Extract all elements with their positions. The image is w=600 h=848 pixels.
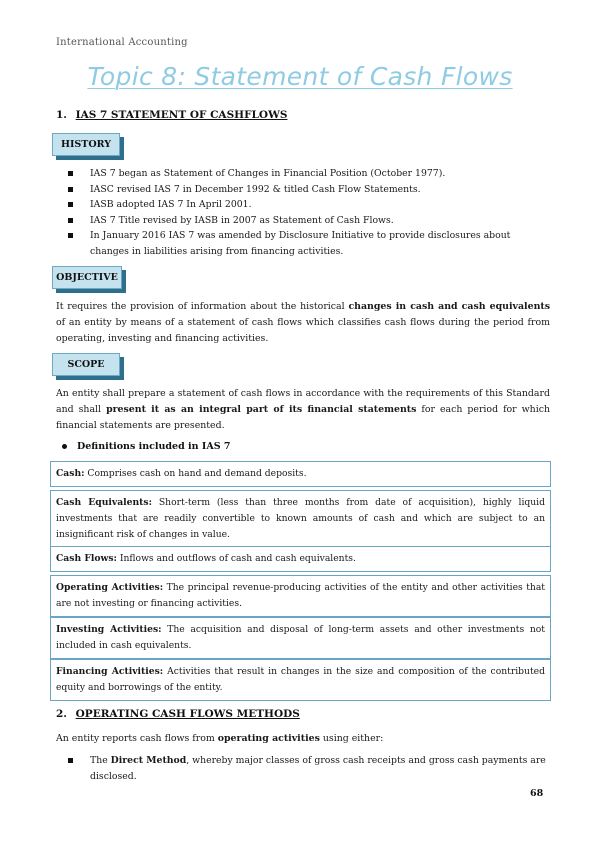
definition-box-investing-activities: Investing Activities: The acquisition and disposal of long-term assets and other investments not included in cash equivalents. <box>50 617 551 659</box>
history-tag: HISTORY <box>52 133 120 156</box>
section-number: 1. <box>56 109 67 121</box>
scope-paragraph: An entity shall prepare a statement of cash flows in accordance with the requirements of this Standard and shall present it as an integral part of its financial statements for each period for which financial statements are presented. <box>56 388 551 431</box>
list-item: In January 2016 IAS 7 was amended by Disclosure Initiative to provide disclosures about changes in liabilities arising from financing activities. <box>58 228 548 259</box>
definition-box-cash-equivalents: Cash Equivalents: Short-term (less than three months from date of acquisition), highly liquid investments that are readily convertible to known amounts of cash and which are subject to an insignificant risk of changes in value. <box>50 490 551 548</box>
list-item: The Direct Method, whereby major classes of gross cash receipts and gross cash payments are disclosed. <box>58 753 548 784</box>
section2-intro: An entity reports cash flows from operating activities using either: <box>56 733 384 744</box>
list-item: IAS 7 Title revised by IASB in 2007 as Statement of Cash Flows. <box>58 213 548 229</box>
definitions-title: Definitions included in IAS 7 <box>58 441 230 452</box>
square-bullet-icon <box>68 202 73 207</box>
round-bullet-icon <box>62 444 67 449</box>
list-item: IASC revised IAS 7 in December 1992 & titled Cash Flow Statements. <box>58 182 548 198</box>
methods-list <box>58 753 548 784</box>
definition-box-operating-activities: Operating Activities: The principal revenue-producing activities of the entity and other activities that are not investing or financing activities. <box>50 575 551 617</box>
definition-box-cash-flows: Cash Flows: Inflows and outflows of cash and cash equivalents. <box>50 546 551 572</box>
section-title: IAS 7 STATEMENT OF CASHFLOWS <box>75 109 288 121</box>
definition-box-financing-activities: Financing Activities: Activities that result in changes in the size and composition of the contributed equity and borrowings of the entity. <box>50 659 551 701</box>
square-bullet-icon <box>68 171 73 176</box>
section-title: OPERATING CASH FLOWS METHODS <box>75 708 300 720</box>
section-number: 2. <box>56 708 67 720</box>
list-item: IAS 7 began as Statement of Changes in Financial Position (October 1977). <box>58 166 548 182</box>
square-bullet-icon <box>68 187 73 192</box>
list-item: IASB adopted IAS 7 In April 2001. <box>58 197 548 213</box>
definition-box-cash: Cash: Comprises cash on hand and demand deposits. <box>50 461 551 487</box>
section-heading-2 <box>56 708 300 720</box>
history-list <box>58 166 548 259</box>
running-header: International Accounting <box>56 37 188 48</box>
objective-tag: OBJECTIVE <box>52 266 122 289</box>
square-bullet-icon <box>68 233 73 238</box>
section-heading-1 <box>56 109 287 121</box>
page-title: Topic 8: Statement of Cash Flows <box>87 62 513 91</box>
objective-paragraph: It requires the provision of information about the historical changes in cash and cash equivalents of an entity by means of a statement of cash flows which classifies cash flows during the period from operating, investing and financing activities. <box>56 301 551 344</box>
square-bullet-icon <box>68 758 73 763</box>
square-bullet-icon <box>68 218 73 223</box>
page-number: 68 <box>530 788 544 799</box>
scope-tag: SCOPE <box>52 353 120 376</box>
